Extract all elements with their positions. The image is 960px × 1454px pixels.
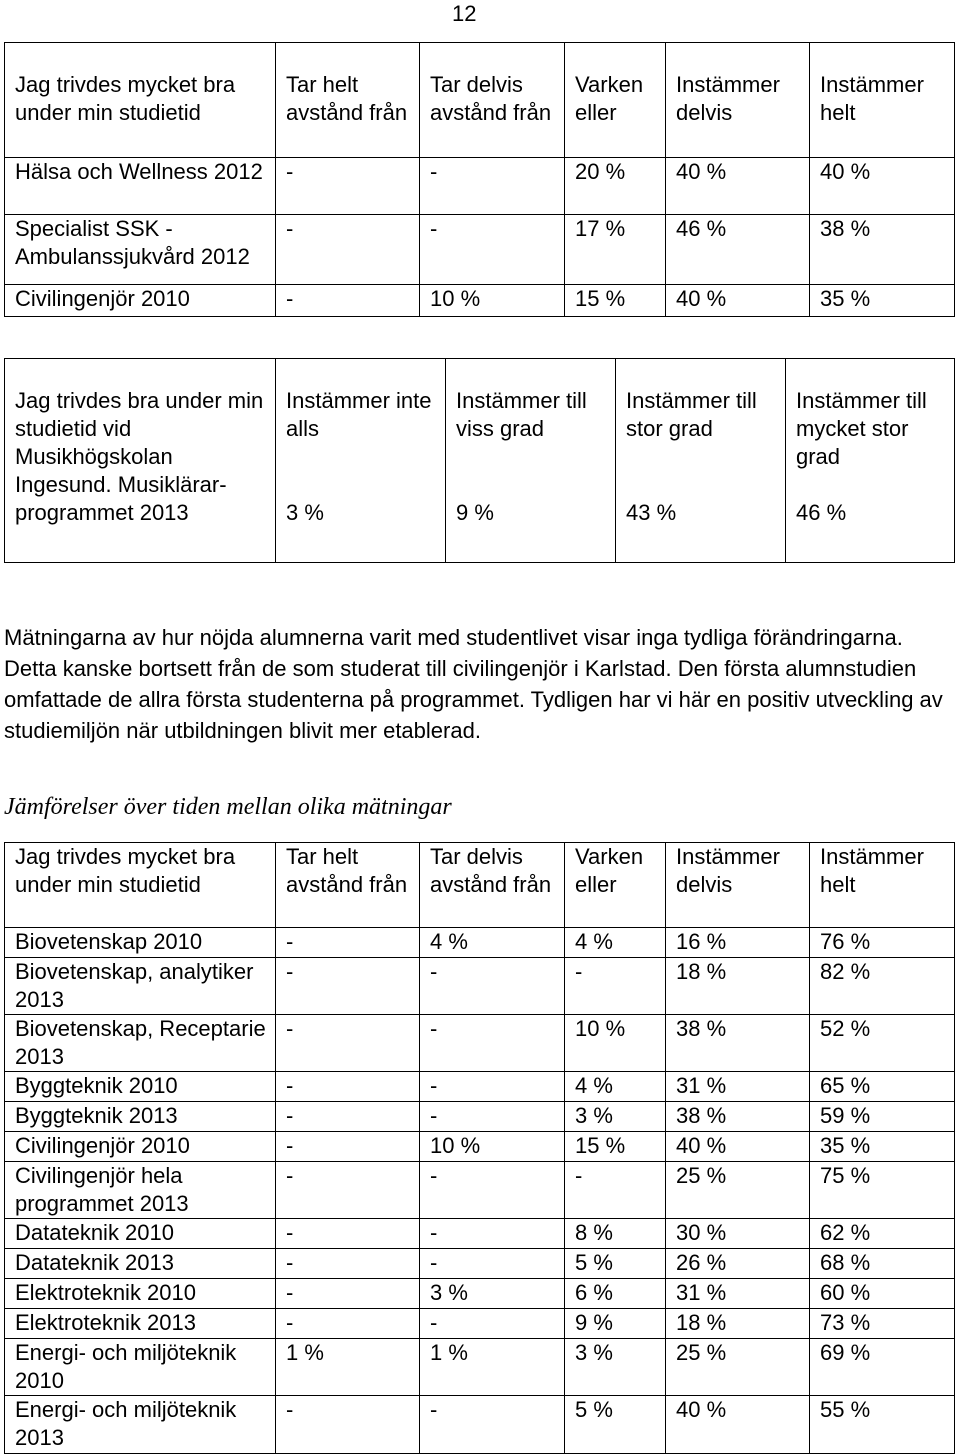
table3-row-label: Biovetenskap, Receptarie 2013 [5, 1015, 276, 1072]
table3-row-label: Elektroteknik 2010 [5, 1279, 276, 1309]
table3-cell: 82 % [810, 958, 955, 1015]
table3-cell: - [276, 1132, 420, 1162]
table3-row [5, 1339, 955, 1396]
table1-header-cell: Jag trivdes mycket bra under min studietid [5, 43, 276, 158]
table1-row-label: Civilingenjör 2010 [5, 285, 276, 317]
table3-cell: 18 % [666, 958, 810, 1015]
table3-row [5, 928, 955, 958]
table3-row [5, 1162, 955, 1219]
table3-cell: - [276, 1219, 420, 1249]
table2-col-cell [446, 359, 616, 563]
table3-cell: 40 % [666, 1132, 810, 1162]
table2-header: Instämmer till stor grad [626, 388, 757, 441]
table3-cell: 25 % [666, 1162, 810, 1219]
table3-cell: 38 % [666, 1015, 810, 1072]
table1-row-label: Hälsa och Wellness 2012 [5, 158, 276, 215]
table1-cell: 40 % [666, 285, 810, 317]
table3-cell: 4 % [565, 1072, 666, 1102]
table2-label-cell: Jag trivdes bra under min studietid vid Musikhögskolan Ingesund. Musiklärar-programmet 2013 [5, 359, 276, 563]
table3-cell: 6 % [565, 1279, 666, 1309]
table3-header-cell: Instämmer delvis [666, 843, 810, 928]
table3-cell: 10 % [420, 1132, 565, 1162]
table3-cell: 31 % [666, 1072, 810, 1102]
table3-cell: - [420, 1072, 565, 1102]
table3-cell: 5 % [565, 1396, 666, 1454]
table1-header-cell: Tar helt avstånd från [276, 43, 420, 158]
table3-cell: - [420, 1309, 565, 1339]
table3-header-cell: Jag trivdes mycket bra under min studietid [5, 843, 276, 928]
table3-cell: - [276, 958, 420, 1015]
table3-cell: - [420, 1015, 565, 1072]
table3-cell: - [276, 1249, 420, 1279]
table3-header-cell: Instämmer helt [810, 843, 955, 928]
table3-row-label: Elektroteknik 2013 [5, 1309, 276, 1339]
table3-cell: 4 % [565, 928, 666, 958]
table3-header-row [5, 843, 955, 928]
table3-row [5, 1396, 955, 1454]
table3-cell: 9 % [565, 1309, 666, 1339]
table2-header: Instämmer till viss grad [456, 388, 587, 441]
table1-cell: - [420, 158, 565, 215]
table3-cell: 38 % [666, 1102, 810, 1132]
table3-row-label: Civilingenjör hela programmet 2013 [5, 1162, 276, 1219]
table3-cell: 8 % [565, 1219, 666, 1249]
table3-cell: 3 % [565, 1102, 666, 1132]
table3-cell: 75 % [810, 1162, 955, 1219]
table1-cell: 40 % [810, 158, 955, 215]
satisfaction-table-musikhogskolan [4, 358, 955, 563]
table1-row [5, 285, 955, 317]
table1-cell: 35 % [810, 285, 955, 317]
table3-header-cell: Tar delvis avstånd från [420, 843, 565, 928]
table3-cell: - [420, 958, 565, 1015]
table1-row [5, 158, 955, 215]
table3-cell: - [565, 1162, 666, 1219]
table1-cell: - [276, 215, 420, 285]
table1-cell: - [276, 158, 420, 215]
table3-cell: 26 % [666, 1249, 810, 1279]
table1-cell: 38 % [810, 215, 955, 285]
table1-header-cell: Tar delvis avstånd från [420, 43, 565, 158]
table3-cell: 62 % [810, 1219, 955, 1249]
table3-cell: 69 % [810, 1339, 955, 1396]
table3-cell: 3 % [420, 1279, 565, 1309]
table1-header-row [5, 43, 955, 158]
table1-cell: 17 % [565, 215, 666, 285]
table1-cell: - [276, 285, 420, 317]
table3-cell: - [276, 1072, 420, 1102]
table3-row [5, 1249, 955, 1279]
table3-cell: - [276, 1162, 420, 1219]
table1-cell: 20 % [565, 158, 666, 215]
table3-cell: - [276, 1396, 420, 1454]
satisfaction-table-1 [4, 42, 955, 317]
table3-cell: 30 % [666, 1219, 810, 1249]
table3-row [5, 1102, 955, 1132]
table3-row-label: Energi- och miljöteknik 2013 [5, 1396, 276, 1454]
table1-cell: 10 % [420, 285, 565, 317]
table3-cell: 16 % [666, 928, 810, 958]
table3-row-label: Datateknik 2010 [5, 1219, 276, 1249]
body-paragraph: Mätningarna av hur nöjda alumnerna varit med studentlivet visar inga tydliga förändringarna. Detta kanske bortsett från de som studerat till civilingenjör i Karlstad. Den första alumnstudien omfattade de allra första studenterna på programmet. Tydligen har vi här en positiv utveckling av studiemiljön när utbildningen blivit mer etablerad. [4, 625, 943, 743]
table3-cell: - [420, 1102, 565, 1132]
table3-cell: - [276, 1102, 420, 1132]
table3-cell: 59 % [810, 1102, 955, 1132]
table3-row [5, 958, 955, 1015]
table2-header: Instämmer inte alls [286, 388, 432, 441]
table1-row [5, 215, 955, 285]
page-number: 12 [452, 1, 477, 26]
table3-row [5, 1279, 955, 1309]
table3-cell: - [276, 928, 420, 958]
satisfaction-table-comparison [4, 842, 955, 1454]
table3-cell: 1 % [420, 1339, 565, 1396]
table3-cell: 52 % [810, 1015, 955, 1072]
table3-header-cell: Tar helt avstånd från [276, 843, 420, 928]
table3-cell: 65 % [810, 1072, 955, 1102]
table2-col-cell [276, 359, 446, 563]
table3-cell: - [276, 1309, 420, 1339]
table3-row-label: Civilingenjör 2010 [5, 1132, 276, 1162]
table3-cell: 1 % [276, 1339, 420, 1396]
table3-cell: - [420, 1219, 565, 1249]
table3-cell: 25 % [666, 1339, 810, 1396]
table3-row-label: Byggteknik 2013 [5, 1102, 276, 1132]
table2-col-cell [786, 359, 955, 563]
table3-cell: - [420, 1249, 565, 1279]
table3-header-cell: Varken eller [565, 843, 666, 928]
table3-cell: - [565, 958, 666, 1015]
table3-cell: 18 % [666, 1309, 810, 1339]
table3-row-label: Biovetenskap, analytiker 2013 [5, 958, 276, 1015]
table2-col-cell [616, 359, 786, 563]
table3-cell: - [420, 1162, 565, 1219]
table3-cell: 10 % [565, 1015, 666, 1072]
table1-header-cell: Varken eller [565, 43, 666, 158]
table3-cell: 55 % [810, 1396, 955, 1454]
table3-row [5, 1072, 955, 1102]
table1-cell: - [420, 215, 565, 285]
table3-cell: 60 % [810, 1279, 955, 1309]
table3-cell: 68 % [810, 1249, 955, 1279]
table3-cell: 76 % [810, 928, 955, 958]
table1-cell: 46 % [666, 215, 810, 285]
table1-header-cell: Instämmer helt [810, 43, 955, 158]
table3-row [5, 1309, 955, 1339]
table3-row-label: Energi- och miljöteknik 2010 [5, 1339, 276, 1396]
table3-cell: 31 % [666, 1279, 810, 1309]
table3-cell: 40 % [666, 1396, 810, 1454]
table3-row-label: Byggteknik 2010 [5, 1072, 276, 1102]
table3-cell: 73 % [810, 1309, 955, 1339]
table2-value: 46 % [796, 500, 847, 525]
table2-value: 3 % [286, 500, 324, 525]
table3-cell: 35 % [810, 1132, 955, 1162]
table2-header: Instämmer till mycket stor grad [796, 388, 927, 469]
table1-cell: 40 % [666, 158, 810, 215]
table3-row-label: Biovetenskap 2010 [5, 928, 276, 958]
table3-row-label: Datateknik 2013 [5, 1249, 276, 1279]
table3-cell: 3 % [565, 1339, 666, 1396]
table1-header-cell: Instämmer delvis [666, 43, 810, 158]
table2-value: 43 % [626, 500, 677, 525]
table2-value: 9 % [456, 500, 494, 525]
table3-cell: 15 % [565, 1132, 666, 1162]
section-heading: Jämförelser över tiden mellan olika mätningar [4, 794, 452, 820]
table1-row-label: Specialist SSK - Ambulanssjukvård 2012 [5, 215, 276, 285]
table3-row [5, 1132, 955, 1162]
table3-row [5, 1219, 955, 1249]
table3-cell: 5 % [565, 1249, 666, 1279]
table3-cell: - [276, 1279, 420, 1309]
table3-cell: - [420, 1396, 565, 1454]
table3-cell: 4 % [420, 928, 565, 958]
table3-cell: - [276, 1015, 420, 1072]
table3-row [5, 1015, 955, 1072]
table1-cell: 15 % [565, 285, 666, 317]
